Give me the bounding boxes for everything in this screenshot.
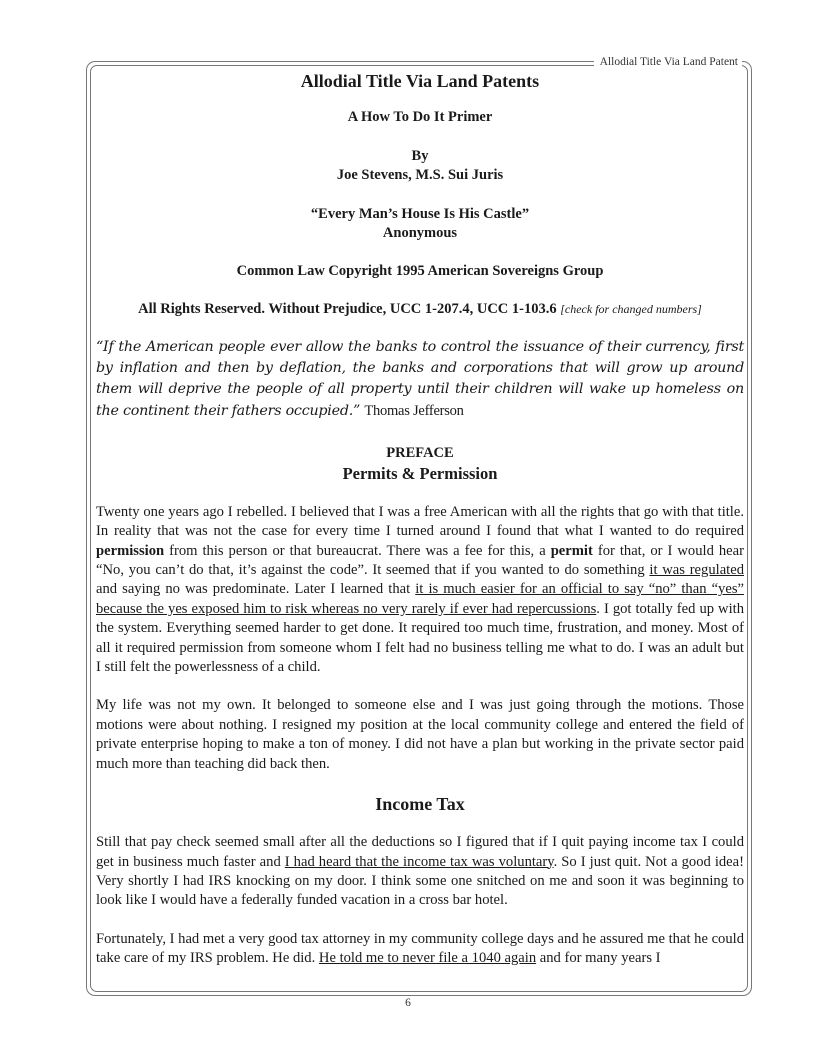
- text-run: Twenty one years ago I rebelled. I believed that I was a free American with all the rights that go with that title. In reality that was not the case for every time I turned around I found that what I wanted to do required: [96, 503, 744, 540]
- quote-text: “If the American people ever allow the banks to control the issuance of their currency, first by inflation and then by deflation, the banks and corporations that will grow up around them will deprive the people of all property until their children will wake up homeless on the continent their fathers occupied.”: [96, 339, 744, 419]
- motto-attribution: Anonymous: [382, 225, 458, 241]
- text-run: . So I just quit. Not a good idea! Very shortly I had IRS knocking on my door. I think some one snitched on me and soon it was beginning to look like I would have a federally funded vacation in a cross bar hotel.: [96, 853, 744, 909]
- bold-run: permission: [96, 542, 165, 559]
- underlined-run: it was regulated: [649, 562, 744, 579]
- income-tax-paragraph-1: [96, 833, 744, 911]
- rights-line: [96, 300, 744, 319]
- text-run: and saying no was predominate. Later I learned that: [96, 581, 416, 598]
- quote-attribution: Thomas Jefferson: [364, 402, 464, 419]
- text-run: Fortunately, I had met a very good tax attorney in my community college days and he assured me that he could take care of my IRS problem. He did.: [96, 930, 744, 967]
- preface-label: PREFACE: [386, 444, 454, 461]
- page-number: 6: [405, 997, 411, 1009]
- motto: “Every Man’s House Is His Castle”: [310, 206, 530, 222]
- bold-run: permit: [550, 542, 593, 559]
- income-tax-paragraph-2: [96, 930, 744, 969]
- income-tax-heading: Income Tax: [375, 794, 465, 815]
- preface-paragraph-2: My life was not my own. It belonged to someone else and I was just going through the motions. Those motions were about nothing. I resigned my position at the local community college and entered the field of private enterprise hoping to make a ton of money. I did not have a plan but working in the private sector paid much more than teaching did back then.: [96, 697, 744, 772]
- underlined-run: I had heard that the income tax was voluntary: [284, 853, 554, 870]
- preface-heading: Permits & Permission: [342, 463, 498, 483]
- author: Joe Stevens, M.S. Sui Juris: [336, 167, 504, 183]
- by-label: By: [411, 148, 429, 164]
- text-run: Still that pay check seemed small after all the deductions so I figured that if I quit paying income tax I could get in business much faster and: [96, 834, 744, 870]
- text-run: from this person or that bureaucrat. There was a fee for this, a: [164, 542, 551, 559]
- copyright-line: Common Law Copyright 1995 American Sovereigns Group: [236, 263, 604, 279]
- text-run: . I got totally fed up with the system. Everything seemed harder to get done. It required too much time, frustration, and money. Most of all it required permission from someone whom I felt had no business telling me what to do. I was an adult but I still felt the powerlessness of a child.: [96, 600, 744, 676]
- document-title: Allodial Title Via Land Patents: [300, 71, 540, 91]
- rights-text: All Rights Reserved. Without Prejudice, UCC 1-207.4, UCC 1-103.6: [138, 301, 557, 317]
- text-run: for that, or I would hear “No, you can’t do that, it’s against the code”. It seemed that if you wanted to do something: [96, 542, 744, 579]
- document-body: [96, 69, 744, 969]
- running-header: Allodial Title Via Land Patent: [594, 55, 742, 69]
- jefferson-quote: [96, 337, 744, 422]
- rights-note: [check for changed numbers]: [560, 302, 702, 316]
- preface-paragraph-1: [96, 503, 744, 678]
- text-run: and for many years I: [536, 950, 661, 967]
- underlined-run: He told me to never file a 1040 again: [318, 950, 537, 967]
- underlined-run: it is much easier for an official to say “no” than “yes” because the yes exposed him to risk whereas no very rarely if ever had repercussions: [96, 581, 744, 617]
- document-subtitle: A How To Do It Primer: [347, 109, 493, 125]
